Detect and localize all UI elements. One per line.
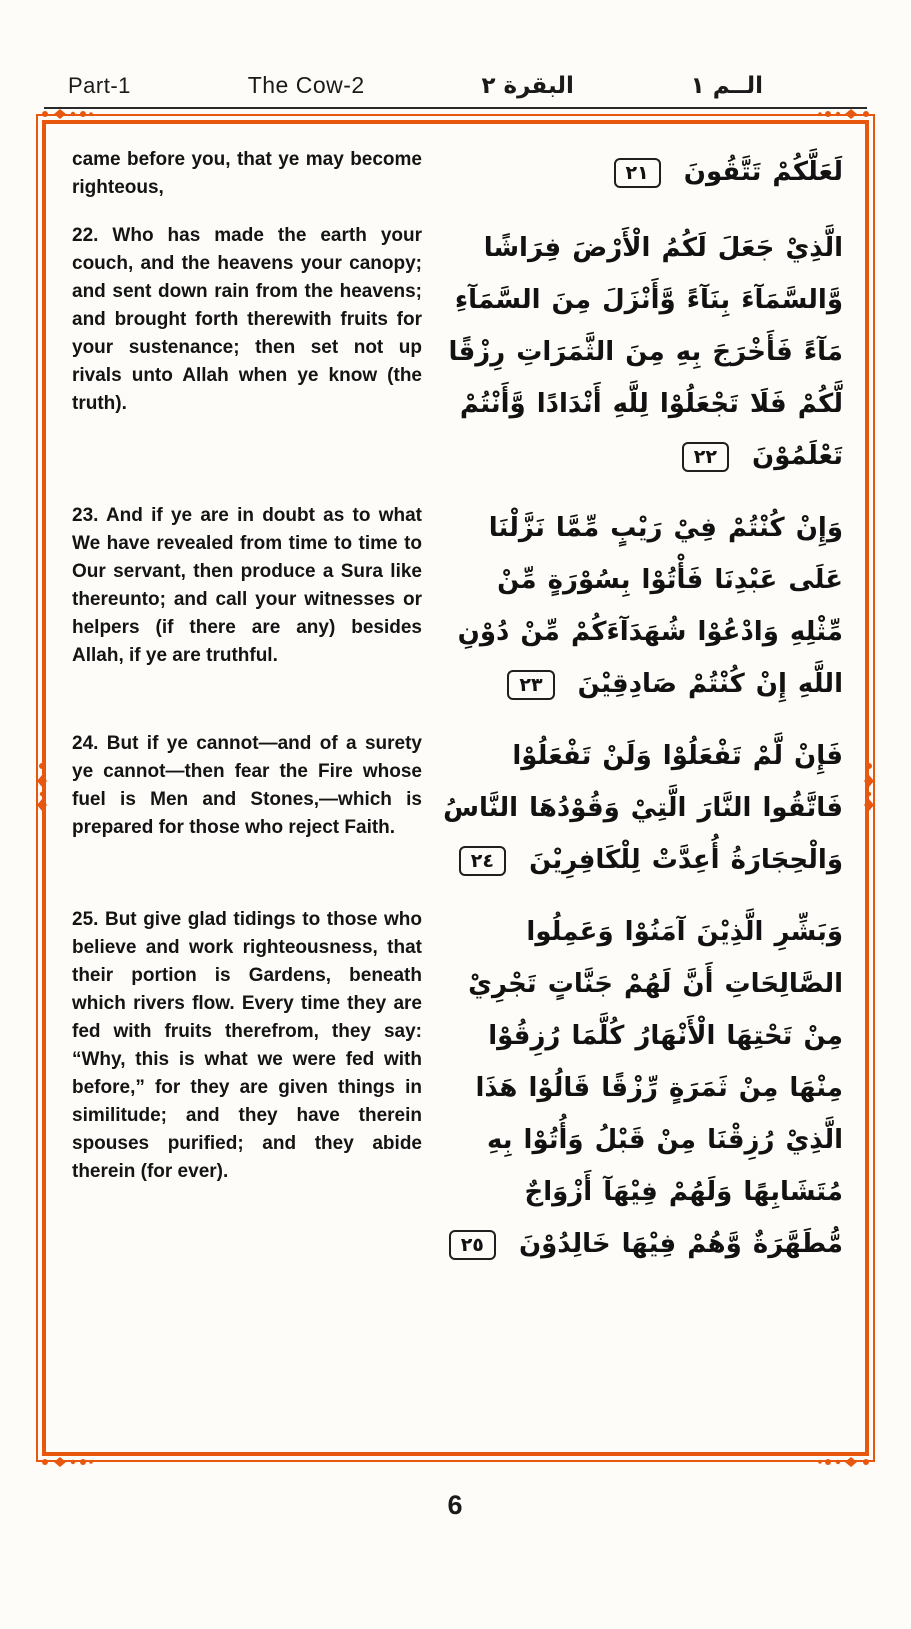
part-label: Part-1 — [68, 73, 131, 98]
border-ornament-left-middle-icon — [35, 761, 49, 815]
surah-title-en: The Cow-2 — [247, 72, 365, 98]
verse-25-text-en: 25. But give glad tidings to those who believe and work righteousness, that their portion is Gardens, beneath which rivers flow. Every time they are fed with fruits therefrom, they say: “Why, this is what we were fed with before,” for they are given things in similitude; and they have therein spouses purified; and they abide therein (for ever). — [72, 909, 422, 1182]
verse-21-text-en: came before you, that ye may become righteous, — [72, 149, 422, 198]
verse-row-23 — [72, 502, 843, 710]
border-ornament-bottom-right-icon — [817, 1455, 871, 1469]
verse-25-text-ar — [438, 906, 843, 1270]
surah-title-ar: البقرة ٢ — [481, 73, 574, 99]
verse-25-arabic: وَبَشِّرِ الَّذِيْنَ آمَنُوْا وَعَمِلُوا الصَّالِحَاتِ أَنَّ لَهُمْ جَنَّاتٍ تَجْرِيْ مِنْ تَحْتِهَا الْأَنْهَارُ كُلَّمَا رُزِقُوْا مِنْهَا مِنْ ثَمَرَةٍ رِّزْقًا قَالُوْا هَذَا الَّذِيْ رُزِقْنَا مِنْ قَبْلُ وَأُتُوْا بِهِ مُتَشَابِهًا وَلَهُمْ فِيْهَآ أَزْوَاجٌ مُّطَهَّرَةٌ وَّهُمْ فِيْهَا خَالِدُوْنَ — [468, 917, 843, 1259]
verse-23-text-ar — [438, 502, 843, 710]
verse-22-arabic: الَّذِيْ جَعَلَ لَكُمُ الْأَرْضَ فِرَاشًا وَّالسَّمَآءَ بِنَآءً وَّأَنْزَلَ مِنَ السَّمَآءِ مَآءً فَأَخْرَجَ بِهِ مِنَ الثَّمَرَاتِ رِزْقًا لَّكُمْ فَلَا تَجْعَلُوْا لِلَّهِ أَنْدَادًا وَّأَنْتُمْ تَعْلَمُوْنَ — [448, 233, 843, 471]
page-frame — [36, 114, 875, 1462]
page-number: 6 — [447, 1490, 464, 1520]
border-ornament-top-left-icon — [40, 107, 94, 121]
verse-21-number-badge: ٢١ — [614, 158, 661, 188]
verse-24-number-badge: ٢٤ — [459, 846, 506, 876]
border-ornament-top-right-icon — [817, 107, 871, 121]
verse-23-text-en: 23. And if ye are in doubt as to what We have revealed from time to time to Our servant, then produce a Sura like thereunto; and call your witnesses or helpers (if there are any) besides Allah, if ye are truthful. — [72, 505, 422, 666]
verse-22-number-badge: ٢٢ — [682, 442, 729, 472]
verse-25-number-badge: ٢٥ — [449, 1230, 496, 1260]
border-ornament-right-middle-icon — [862, 761, 876, 815]
frame-inner — [42, 120, 869, 1456]
verse-22-text-ar — [438, 222, 843, 482]
border-ornament-bottom-left-icon — [40, 1455, 94, 1469]
verse-24-text-en: 24. But if ye cannot—and of a surety ye cannot—then fear the Fire whose fuel is Men and Stones,—which is prepared for those who reject Faith. — [72, 733, 422, 838]
verse-24-text-ar — [438, 730, 843, 886]
page-header — [44, 72, 867, 109]
verse-24-arabic: فَإِنْ لَّمْ تَفْعَلُوْا وَلَنْ تَفْعَلُوْا فَاتَّقُوا النَّارَ الَّتِيْ وَقُوْدُهَا النَّاسُ وَالْحِجَارَةُ أُعِدَّتْ لِلْكَافِرِيْنَ — [443, 741, 843, 875]
verse-22-text-en: 22. Who has made the earth your couch, and the heavens your canopy; and sent down rain from the heavens; and brought forth therewith fruits for your sustenance; then set not up rivals unto Allah when ye know (the truth). — [72, 225, 422, 414]
verse-21-arabic: لَعَلَّكُمْ تَتَّقُونَ — [683, 157, 843, 187]
juz-label-ar: الــم ١ — [690, 73, 763, 99]
verse-21-text-ar — [438, 146, 843, 198]
verse-23-arabic: وَإِنْ كُنْتُمْ فِيْ رَيْبٍ مِّمَّا نَزَّلْنَا عَلَى عَبْدِنَا فَأْتُوْا بِسُوْرَةٍ مِّنْ مِّثْلِهِ وَادْعُوْا شُهَدَآءَكُمْ مِّنْ دُوْنِ اللَّهِ إِنْ كُنْتُمْ صَادِقِيْنَ — [457, 513, 843, 699]
verse-row-22 — [72, 222, 843, 482]
verse-row-24 — [72, 730, 843, 886]
verse-row-21 — [72, 146, 843, 202]
page-footer — [0, 1490, 911, 1521]
verse-row-25 — [72, 906, 843, 1270]
verse-23-number-badge: ٢٣ — [507, 670, 554, 700]
